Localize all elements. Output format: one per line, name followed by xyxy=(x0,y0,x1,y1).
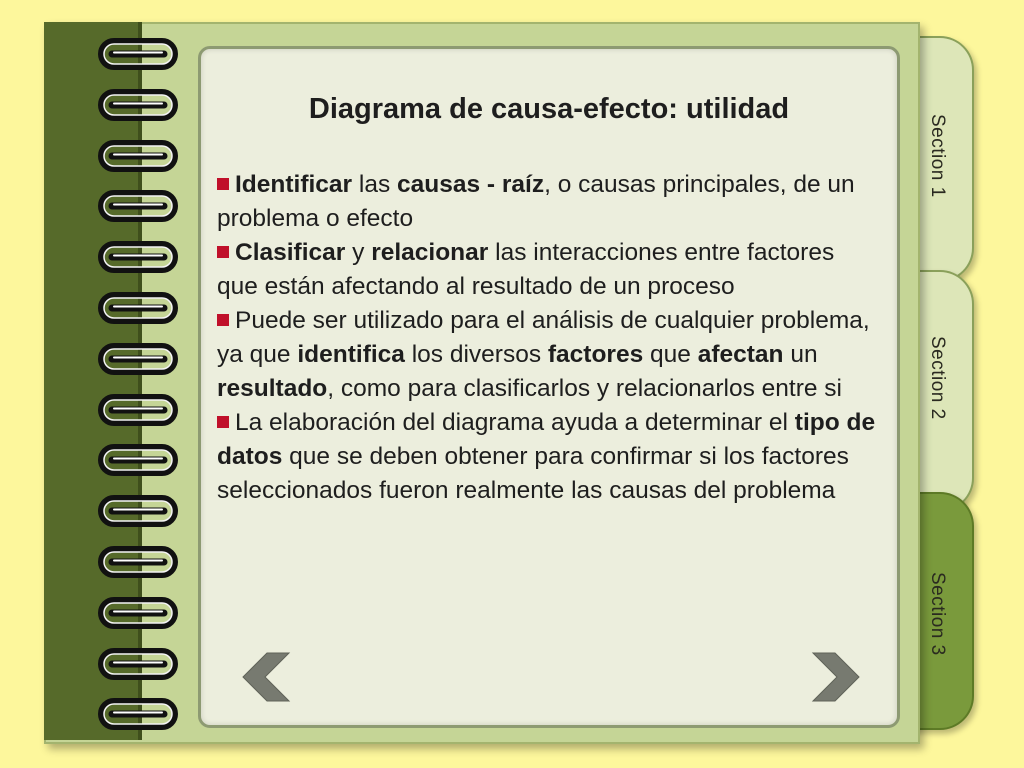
bullet-text: La elaboración del diagrama ayuda a determinar el xyxy=(235,409,795,436)
square-bullet-icon xyxy=(217,246,229,258)
bullet-bold-text: factores xyxy=(547,341,644,368)
bullet-text: que xyxy=(643,341,698,368)
bullet-item xyxy=(217,236,877,304)
binder-ring-icon xyxy=(98,292,182,326)
bullet-text: los diversos xyxy=(404,341,548,368)
bullet-text: las interacciones entre factores que están afectando al resultado de un proceso xyxy=(217,239,835,300)
bullet-text: un xyxy=(783,341,818,368)
binder-ring-icon xyxy=(98,140,182,174)
bullet-item xyxy=(217,304,877,406)
bullet-text: , o causas principales, de un problema o efecto xyxy=(217,171,855,232)
binder-ring-icon xyxy=(98,698,182,732)
bullet-text: y xyxy=(345,239,372,266)
next-button[interactable] xyxy=(809,649,865,705)
bullet-bold-text: causas - raíz xyxy=(397,171,545,198)
page-title: Diagrama de causa-efecto: utilidad xyxy=(308,93,790,125)
binder-ring-icon xyxy=(98,648,182,682)
bullet-text: que se deben obtener para confirmar si los factores seleccionados fueron realmente las causas del problema xyxy=(217,443,849,504)
bullet-bold-text: resultado xyxy=(217,375,328,402)
bullet-bold-text: relacionar xyxy=(371,239,489,266)
binder-ring-icon xyxy=(98,343,182,377)
square-bullet-icon xyxy=(217,178,229,190)
bullet-text: Puede ser utilizado para el análisis de cualquier problema, ya que xyxy=(217,307,870,368)
bullet-list xyxy=(217,168,877,508)
binder-ring-icon xyxy=(98,495,182,529)
bullet-item xyxy=(217,406,877,508)
bullet-bold-text: afectan xyxy=(697,341,784,368)
notebook-spine xyxy=(44,22,142,740)
tab-section-3-label: Section 3 xyxy=(927,572,948,656)
square-bullet-icon xyxy=(217,416,229,428)
bullet-text: las xyxy=(352,171,398,198)
binder-ring-icon xyxy=(98,241,182,275)
binder-ring-icon xyxy=(98,89,182,123)
binder-ring-icon xyxy=(98,546,182,580)
tab-section-2-label: Section 2 xyxy=(927,336,948,420)
binder-ring-icon xyxy=(98,38,182,72)
bullet-bold-text: tipo de datos xyxy=(217,409,876,470)
binder-ring-icon xyxy=(98,394,182,428)
binder-ring-icon xyxy=(98,597,182,631)
chevron-right-icon xyxy=(809,649,865,705)
square-bullet-icon xyxy=(217,314,229,326)
tab-section-1-label: Section 1 xyxy=(927,114,948,198)
bullet-item xyxy=(217,168,877,236)
bullet-bold-text: Clasificar xyxy=(235,239,346,266)
chevron-left-icon xyxy=(237,649,293,705)
prev-button[interactable] xyxy=(237,649,293,705)
binder-ring-icon xyxy=(98,190,182,224)
bullet-bold-text: Identificar xyxy=(235,171,353,198)
binder-ring-icon xyxy=(98,444,182,478)
bullet-text: , como para clasificarlos y relacionarlos entre si xyxy=(327,375,842,402)
bullet-bold-text: identifica xyxy=(297,341,405,368)
content-page xyxy=(198,46,900,728)
